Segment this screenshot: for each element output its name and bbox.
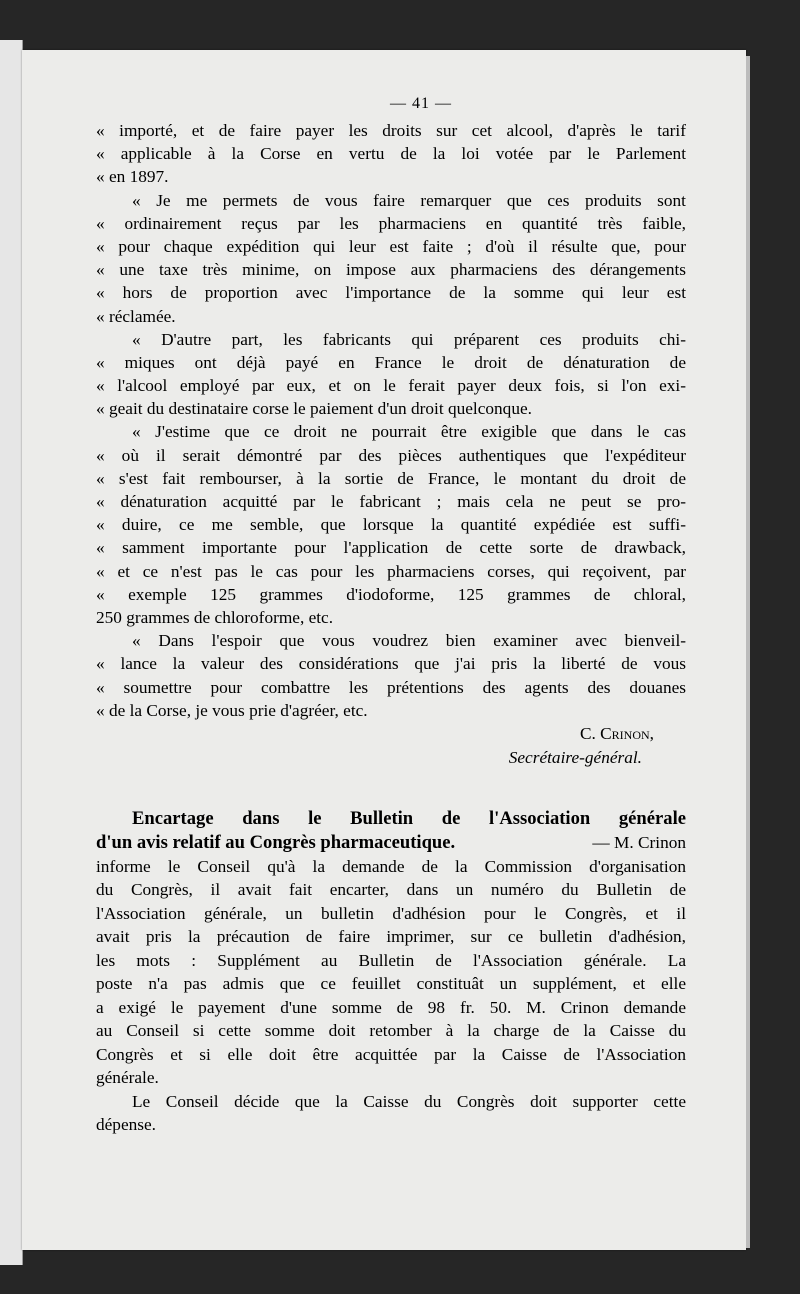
section-encartage	[96, 806, 686, 1137]
letter-line: « s'est fait rembourser, à la sortie de France, le montant du droit de	[96, 468, 686, 488]
closing-line: dépense.	[96, 1115, 156, 1135]
letter-line: « importé, et de faire payer les droits sur cet alcool, d'après le tarif	[96, 121, 686, 140]
section-line: générale.	[96, 1068, 159, 1088]
closing-line: Le Conseil décide que la Caisse du Congrès doit supporter cette	[132, 1091, 686, 1111]
letter-line: « J'estime que ce droit ne pourrait être exigible que dans le cas	[132, 422, 686, 442]
letter-line: « réclamée.	[96, 306, 176, 326]
section-line: a exigé le payement d'une somme de 98 fr. 50. M. Crinon demande	[96, 997, 686, 1017]
section-line: Congrès et si elle doit être acquittée par la Caisse de l'Association	[96, 1044, 686, 1064]
letter-line: « et ce n'est pas le cas pour les pharmaciens corses, qui reçoivent, par	[96, 561, 686, 581]
letter-line: « hors de proportion avec l'importance de la somme qui leur est	[96, 283, 686, 303]
previous-page-edge	[0, 40, 23, 1265]
letter-line: « une taxe très minime, on impose aux pharmaciens des dérangements	[96, 260, 686, 280]
letter-line: « pour chaque expédition qui leur est faite ; d'où il résulte que, pour	[96, 236, 686, 256]
signature-title: Secrétaire-général.	[508, 747, 642, 767]
letter-line: « geait du destinataire corse le paiement d'un droit quelconque.	[96, 399, 532, 419]
letter-line: « dénaturation acquitté par le fabricant ; mais cela ne peut se pro-	[96, 492, 686, 511]
letter-excerpt	[96, 119, 686, 722]
letter-line: « soumettre pour combattre les prétentions des agents des douanes	[96, 677, 686, 697]
section-line: du Congrès, il avait fait encarter, dans un numéro du Bulletin de	[96, 880, 686, 900]
section-line: poste n'a pas admis que ce feuillet constituât un supplément, et elle	[96, 974, 686, 994]
section-closing	[96, 1090, 686, 1137]
section-line: au Conseil si cette somme doit retomber à la charge de la Caisse du	[96, 1021, 686, 1041]
letter-line: « Je me permets de vous faire remarquer que ces produits sont	[132, 190, 686, 210]
letter-line: « miques ont déjà payé en France le droit de dénaturation de	[96, 352, 686, 372]
letter-line: « D'autre part, les fabricants qui préparent ces produits chi-	[132, 329, 686, 349]
section-line: l'Association générale, un bulletin d'adhésion pour le Congrès, et il	[96, 903, 686, 923]
letter-line: « où il serait démontré par des pièces authentiques que l'expéditeur	[96, 445, 686, 465]
letter-line: « de la Corse, je vous prie d'agréer, etc.	[96, 700, 368, 720]
letter-line: « en 1897.	[96, 167, 169, 187]
page-number: — 41 —	[390, 95, 452, 112]
section-body	[96, 855, 686, 1090]
letter-line: « l'alcool employé par eux, et on le ferait payer deux fois, si l'on exi-	[96, 376, 686, 396]
section-line: les mots : Supplément au Bulletin de l'Association générale. La	[96, 950, 686, 970]
signature-name: C. Crinon,	[579, 723, 654, 743]
letter-line: « exemple 125 grammes d'iodoforme, 125 grammes de chloral,	[96, 584, 686, 604]
letter-line: « applicable à la Corse en vertu de la loi votée par le Parlement	[96, 144, 686, 164]
letter-line: « ordinairement reçus par les pharmaciens en quantité très faible,	[96, 213, 686, 233]
letter-line: « Dans l'espoir que vous voudrez bien examiner avec bienveil-	[132, 631, 686, 651]
letter-line: « samment importante pour l'application de cette sorte de drawback,	[96, 538, 686, 558]
section-heading: Encartage dans le Bulletin de l'Association générale	[132, 807, 686, 829]
section-heading-rest: — M. Crinon	[592, 832, 686, 852]
section-line: informe le Conseil qu'à la demande de la Commission d'organisation	[96, 856, 686, 876]
page-edge-shadow	[746, 56, 750, 1248]
page-content	[96, 95, 686, 1137]
section-line: avait pris la précaution de faire imprimer, sur ce bulletin d'adhésion,	[96, 927, 686, 947]
letter-line: « lance la valeur des considérations que j'ai pris la liberté de vous	[96, 654, 686, 674]
letter-line: 250 grammes de chloroforme, etc.	[96, 607, 334, 627]
section-heading-continued	[96, 831, 686, 855]
letter-line: « duire, ce me semble, que lorsque la quantité expédiée est suffi-	[96, 515, 686, 535]
section-heading-bold: d'un avis relatif au Congrès pharmaceutique.	[96, 831, 456, 853]
